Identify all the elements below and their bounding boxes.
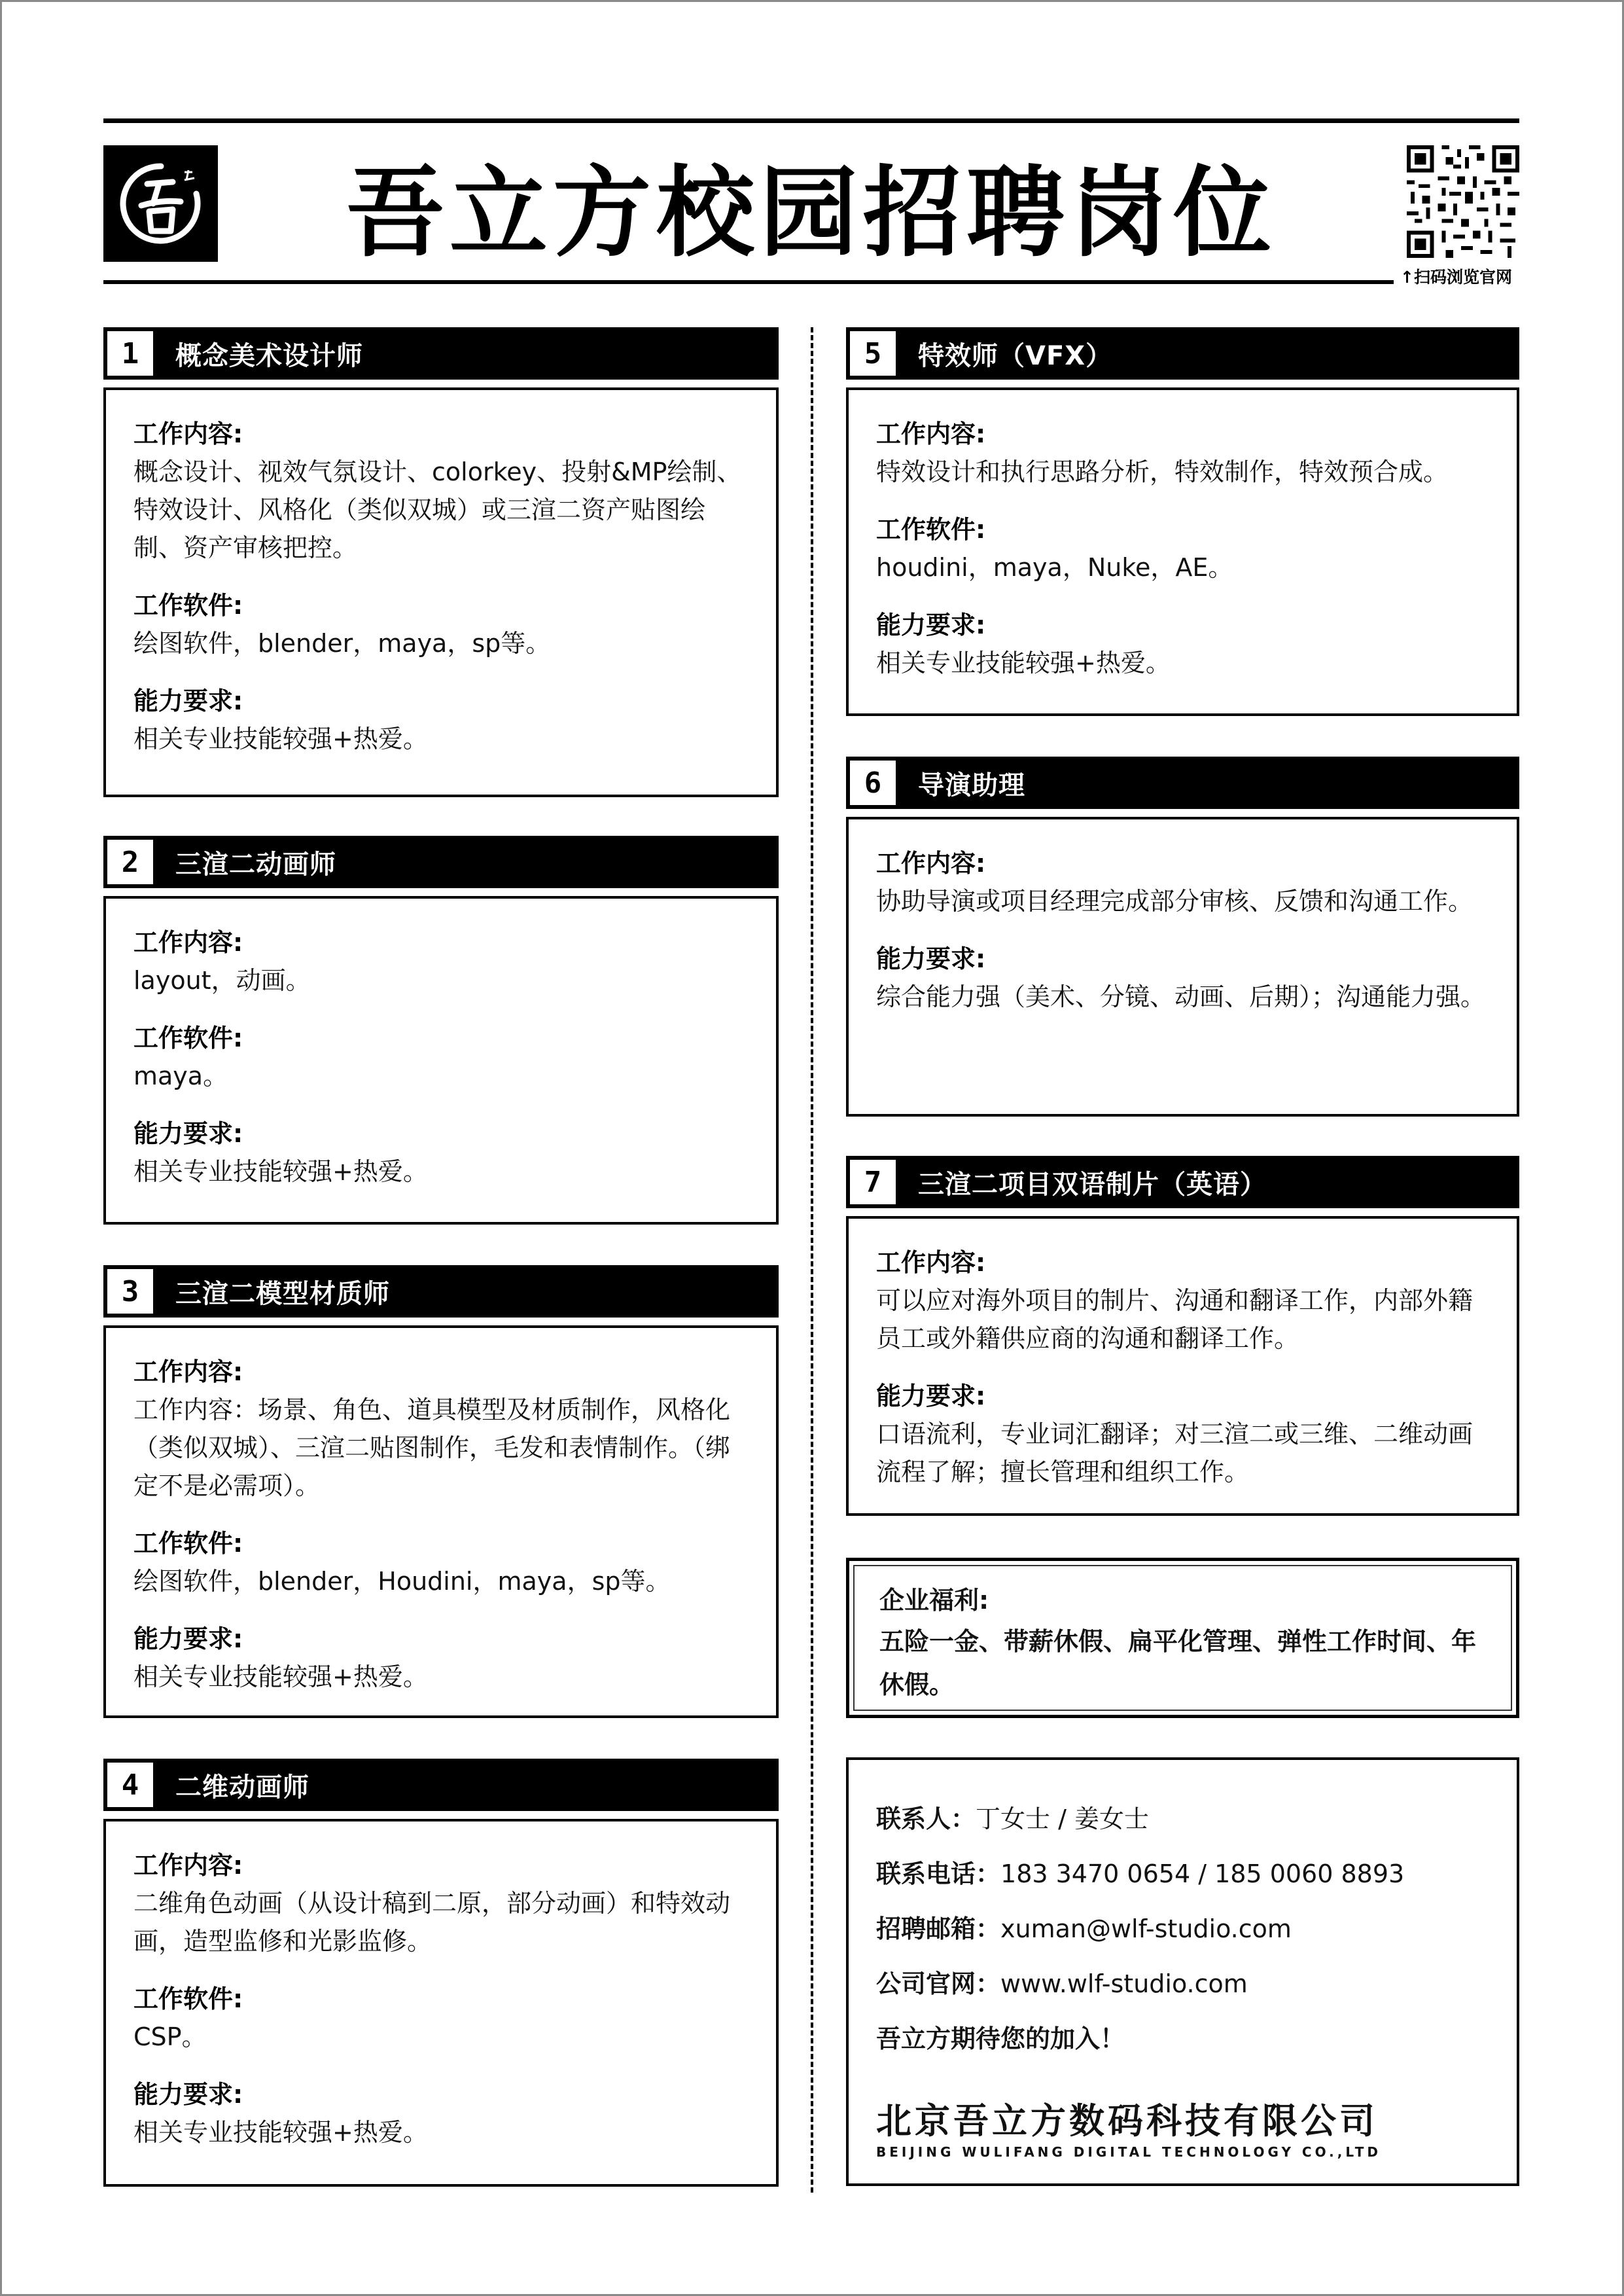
requirements-label: 能力要求:: [133, 687, 243, 715]
job-header: [103, 327, 779, 380]
job-number: 4: [107, 1763, 153, 1807]
requirements-label: 能力要求:: [133, 1624, 243, 1653]
job-card-1: [103, 327, 779, 797]
software-text: CSP。: [133, 2022, 207, 2051]
job-title: 特效师（VFX）: [918, 340, 1113, 371]
company-name-cn: 北京吾立方数码科技有限公司: [876, 2100, 1378, 2142]
work-content-label: 工作内容:: [876, 1248, 986, 1277]
job-card-2: [103, 836, 779, 1225]
job-body: [846, 387, 1519, 716]
job-number: 5: [850, 331, 896, 376]
contact-website-link[interactable]: www.wlf-studio.com: [1000, 1969, 1248, 1998]
requirements-label: 能力要求:: [133, 1119, 243, 1148]
job-title: 三渲二项目双语制片（英语）: [918, 1169, 1267, 1200]
software-label: 工作软件:: [133, 1529, 243, 1558]
qr-code-icon[interactable]: [1407, 145, 1519, 258]
software-label: 工作软件:: [133, 1984, 243, 2013]
job-title: 概念美术设计师: [175, 340, 363, 371]
job-header: [846, 1156, 1519, 1208]
requirements-text: 相关专业技能较强+热爱。: [876, 649, 1171, 677]
column-divider: [811, 327, 813, 2193]
job-card-6: [846, 757, 1519, 1117]
job-title: 二维动画师: [175, 1772, 309, 1803]
top-rule: [103, 118, 1519, 123]
contact-phone-label: 联系电话：: [876, 1859, 1001, 1888]
job-body: [103, 896, 779, 1225]
requirements-text: 相关专业技能较强+热爱。: [133, 1157, 428, 1186]
work-content-label: 工作内容:: [133, 928, 243, 957]
job-card-7: [846, 1156, 1519, 1516]
job-title: 导演助理: [918, 770, 1025, 800]
work-content-text: 协助导演或项目经理完成部分审核、反馈和沟通工作。: [876, 887, 1474, 916]
benefits-text: 五险一金、带薪休假、扁平化管理、弹性工作时间、年休假。: [879, 1627, 1477, 1699]
work-content-label: 工作内容:: [876, 420, 986, 448]
work-content-text: 二维角色动画（从设计稿到二原，部分动画）和特效动画，造型监修和光影监修。: [133, 1889, 731, 1956]
work-content-text: 特效设计和执行思路分析，特效制作，特效预合成。: [876, 457, 1449, 486]
software-text: 绘图软件，blender，Houdini，maya，sp等。: [133, 1567, 671, 1596]
software-text: houdini，maya，Nuke，AE。: [876, 553, 1233, 582]
contact-box: [846, 1757, 1519, 2186]
software-label: 工作软件:: [133, 1024, 243, 1052]
company-logo: [103, 145, 218, 262]
benefits-inner: [853, 1565, 1512, 1711]
page-title: 吾立方校园招聘岗位: [345, 156, 1277, 270]
contact-person-label: 联系人：: [876, 1804, 976, 1833]
work-content-text: 概念设计、视效气氛设计、colorkey、投射&MP绘制、特效设计、风格化（类似双城）或三渲二资产贴图绘制、资产审核把控。: [133, 457, 742, 562]
benefits-label: 企业福利:: [879, 1586, 989, 1615]
job-body: [846, 817, 1519, 1117]
requirements-label: 能力要求:: [876, 1382, 986, 1410]
contact-phone-value[interactable]: 183 3470 0654 / 185 0060 8893: [1000, 1859, 1405, 1888]
job-card-4: [103, 1759, 779, 2187]
software-label: 工作软件:: [133, 591, 243, 620]
contact-website-label: 公司官网：: [876, 1969, 1001, 1998]
requirements-text: 综合能力强（美术、分镜、动画、后期）；沟通能力强。: [876, 982, 1486, 1011]
work-content-text: layout，动画。: [133, 966, 311, 995]
job-header: [103, 1265, 779, 1318]
requirements-text: 相关专业技能较强+热爱。: [133, 1662, 428, 1691]
work-content-text: 工作内容：场景、角色、道具模型及材质制作，风格化（类似双城）、三渲二贴图制作，毛发和表情制作。（绑定不是必需项）。: [133, 1395, 731, 1500]
software-label: 工作软件:: [876, 515, 986, 544]
job-number: 3: [107, 1269, 153, 1314]
job-card-5: [846, 327, 1519, 716]
requirements-text: 口语流利，专业词汇翻译；对三渲二或三维、二维动画流程了解；擅长管理和组织工作。: [876, 1420, 1474, 1486]
slogan: 吾立方期待您的加入！: [876, 2024, 1125, 2053]
job-body: [103, 1819, 779, 2187]
qr-caption: ↑扫码浏览官网: [1400, 268, 1512, 287]
job-body: [846, 1216, 1519, 1516]
wu-calligraphy-logo-icon: [112, 154, 210, 253]
job-header: [103, 1759, 779, 1811]
job-body: [103, 1325, 779, 1718]
work-content-label: 工作内容:: [133, 420, 243, 448]
requirements-label: 能力要求:: [876, 611, 986, 639]
job-number: 6: [850, 761, 896, 805]
benefits-box: [846, 1558, 1519, 1718]
job-title: 三渲二动画师: [175, 849, 336, 880]
contact-email-label: 招聘邮箱：: [876, 1914, 1001, 1943]
contact-phone-row: [876, 1846, 1489, 1901]
requirements-label: 能力要求:: [133, 2080, 243, 2109]
requirements-text: 相关专业技能较强+热爱。: [133, 2118, 428, 2147]
job-header: [846, 757, 1519, 809]
work-content-label: 工作内容:: [133, 1357, 243, 1386]
contact-email-row: [876, 1901, 1489, 1956]
work-content-label: 工作内容:: [876, 849, 986, 878]
job-number: 7: [850, 1160, 896, 1204]
contact-person-value: 丁女士 / 姜女士: [976, 1804, 1149, 1833]
contact-email-link[interactable]: xuman@wlf-studio.com: [1000, 1914, 1292, 1943]
job-card-3: [103, 1265, 779, 1718]
work-content-label: 工作内容:: [133, 1851, 243, 1880]
software-text: maya。: [133, 1062, 228, 1090]
job-number: 1: [107, 331, 153, 376]
requirements-label: 能力要求:: [876, 944, 986, 973]
job-header: [103, 836, 779, 888]
job-body: [103, 387, 779, 797]
contact-person-row: [876, 1791, 1489, 1846]
requirements-text: 相关专业技能较强+热爱。: [133, 725, 428, 753]
job-title: 三渲二模型材质师: [175, 1278, 390, 1309]
company-name-en: BEIJING WULIFANG DIGITAL TECHNOLOGY CO.,LTD: [876, 2144, 1382, 2160]
software-text: 绘图软件，blender，maya，sp等。: [133, 629, 551, 658]
bottom-rule: [103, 280, 1394, 284]
contact-website-row: [876, 1956, 1489, 2011]
job-header: [846, 327, 1519, 380]
job-number: 2: [107, 840, 153, 884]
work-content-text: 可以应对海外项目的制片、沟通和翻译工作，内部外籍员工或外籍供应商的沟通和翻译工作。: [876, 1286, 1474, 1353]
